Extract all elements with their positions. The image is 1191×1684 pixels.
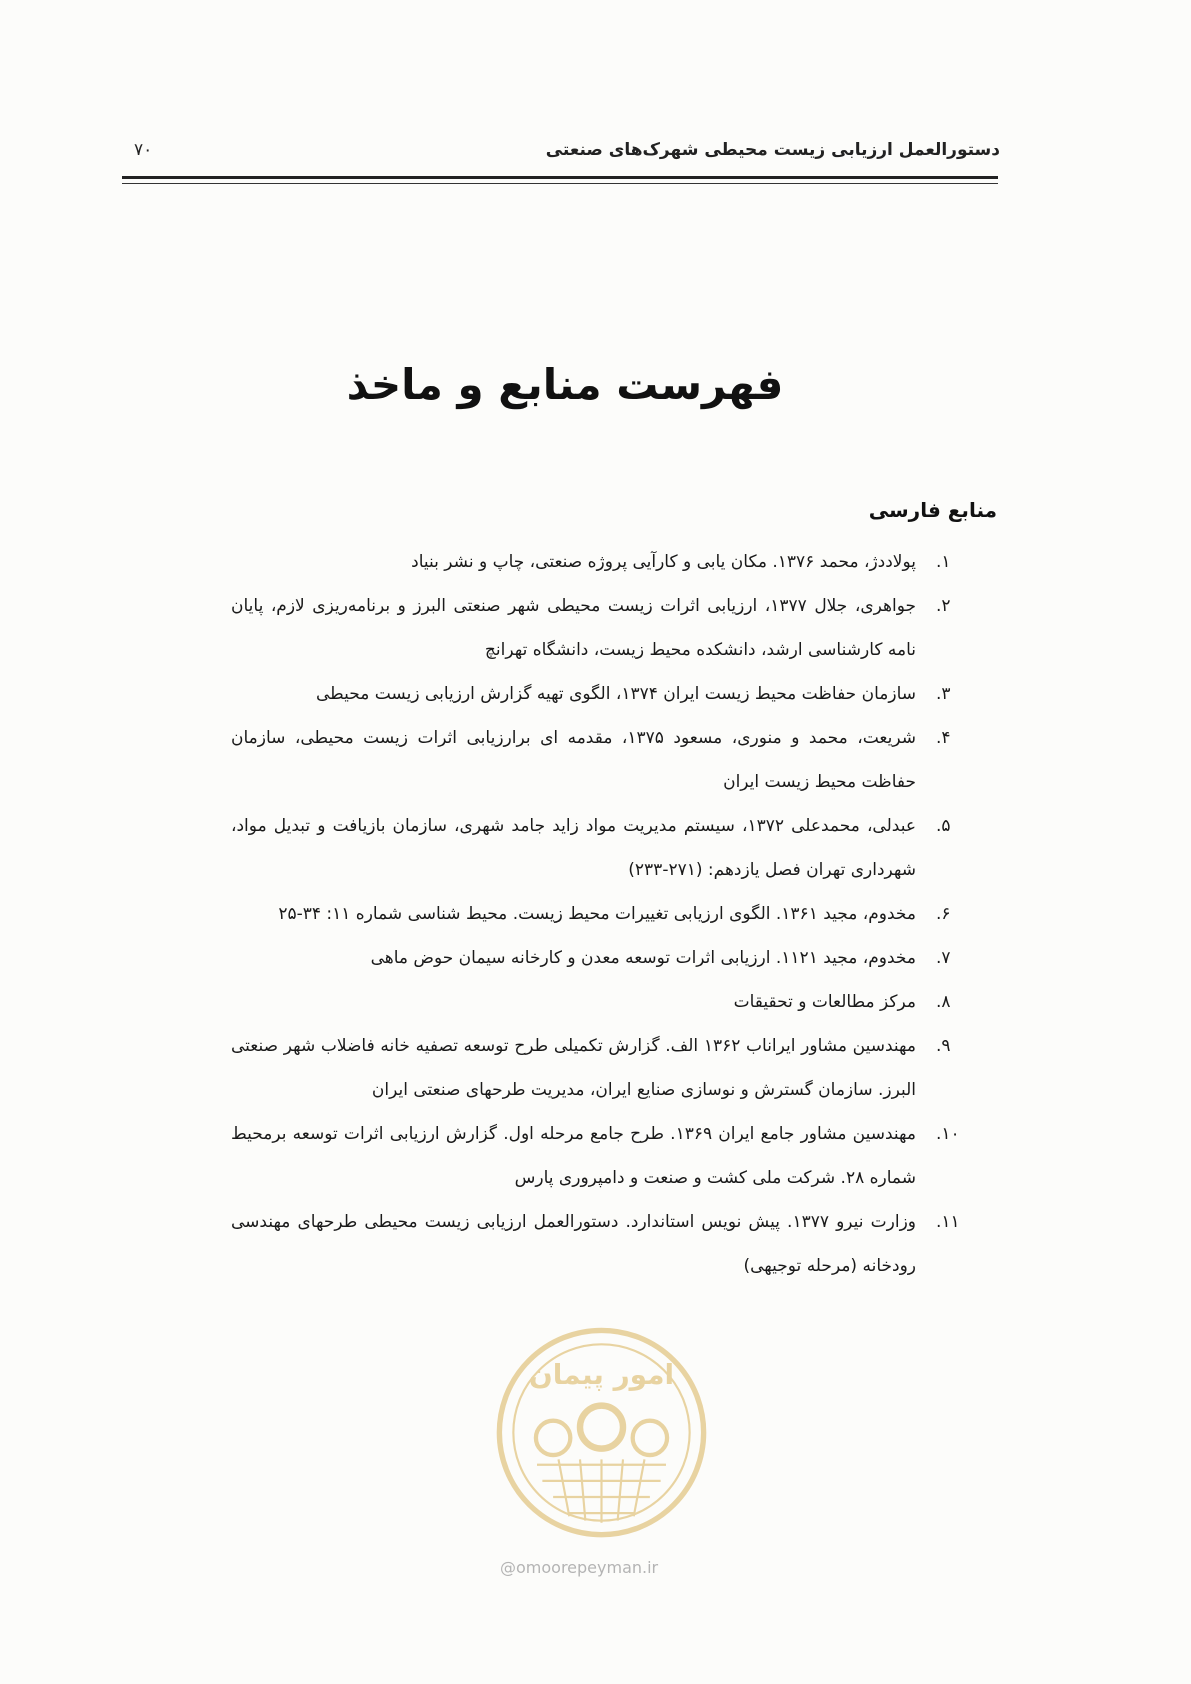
reference-item xyxy=(231,980,976,1024)
reference-number: ۵. xyxy=(936,816,951,836)
reference-text: پولاددژ، محمد ۱۳۷۶. مکان یابی و کارآیی پروژه صنعتی، چاپ و نشر بنیاد xyxy=(411,552,916,572)
reference-item xyxy=(231,1112,976,1200)
reference-number: ۱. xyxy=(936,552,951,572)
watermark-stamp-icon xyxy=(494,1325,709,1540)
reference-number: ۹. xyxy=(936,1036,951,1056)
reference-number: ۳. xyxy=(936,684,951,704)
reference-item xyxy=(231,672,976,716)
reference-text: مهندسین مشاور ایراناب ۱۳۶۲ الف. گزارش تکمیلی طرح توسعه تصفیه خانه فاضلاب شهر صنعتی البرز. سازمان گسترش و نوسازی صنایع ایران، مدیریت طرحهای صنعتی ایران xyxy=(231,1036,916,1100)
page-title: فهرست منابع و ماخذ xyxy=(346,360,784,409)
reference-number: ۱۱. xyxy=(936,1212,960,1232)
reference-text: مخدوم، مجید ۱۳۶۱. الگوی ارزیابی تغییرات محیط زیست. محیط شناسی شماره ۱۱: ۳۴-۲۵ xyxy=(278,904,916,924)
reference-text: مهندسین مشاور جامع ایران ۱۳۶۹. طرح جامع مرحله اول. گزارش ارزیابی اثرات توسعه برمحیط شماره ۲۸. شرکت ملی کشت و صنعت و دامپروری پارس xyxy=(231,1124,916,1188)
reference-text: سازمان حفاظت محیط زیست ایران ۱۳۷۴، الگوی تهیه گزارش ارزیابی زیست محیطی xyxy=(316,684,916,704)
section-heading: منابع فارسی xyxy=(868,498,997,522)
reference-number: ۲. xyxy=(936,596,951,616)
reference-item xyxy=(231,540,976,584)
reference-item xyxy=(231,1200,976,1288)
reference-number: ۸. xyxy=(936,992,951,1012)
reference-text: شریعت، محمد و منوری، مسعود ۱۳۷۵، مقدمه ای برارزیابی اثرات زیست محیطی، سازمان حفاظت محیط زیست ایران xyxy=(231,728,916,792)
reference-item xyxy=(231,804,976,892)
reference-item xyxy=(231,892,976,936)
reference-list xyxy=(231,540,976,1288)
header-rule-thick xyxy=(122,176,998,179)
header-rule-thin xyxy=(122,183,998,184)
reference-item xyxy=(231,936,976,980)
reference-number: ۱۰. xyxy=(936,1124,960,1144)
reference-item xyxy=(231,1024,976,1112)
reference-number: ۴. xyxy=(936,728,951,748)
reference-text: مخدوم، مجید ۱۱۲۱. ارزیابی اثرات توسعه معدن و کارخانه سیمان حوض ماهی xyxy=(370,948,916,968)
reference-item xyxy=(231,716,976,804)
reference-text: مرکز مطالعات و تحقیقات xyxy=(733,992,916,1012)
reference-item xyxy=(231,584,976,672)
header-title: دستورالعمل ارزیابی زیست محیطی شهرک‌های صنعتی xyxy=(545,140,1000,160)
reference-text: جواهری، جلال ۱۳۷۷، ارزیابی اثرات زیست محیطی شهر صنعتی البرز و برنامه‌ریزی لازم، پایان نامه کارشناسی ارشد، دانشکده محیط زیست، دانشگاه تهرانچ xyxy=(231,596,916,660)
reference-text: عبدلی، محمدعلی ۱۳۷۲، سیستم مدیریت مواد زاید جامد شهری، سازمان بازیافت و تبدیل مواد، شهرداری تهران فصل یازدهم: (۲۷۱-۲۳۳) xyxy=(231,816,916,880)
page-number: ۷۰ xyxy=(134,140,153,160)
reference-text: وزارت نیرو ۱۳۷۷. پیش نویس استاندارد. دستورالعمل ارزیابی زیست محیطی طرحهای مهندسی رودخانه (مرحله توجیهی) xyxy=(231,1212,916,1276)
reference-number: ۶. xyxy=(936,904,951,924)
watermark-url: @omoorepeyman.ir xyxy=(500,1558,659,1577)
watermark-logo-text: امور پیمان xyxy=(528,1358,675,1392)
running-header xyxy=(120,140,1000,170)
reference-number: ۷. xyxy=(936,948,951,968)
